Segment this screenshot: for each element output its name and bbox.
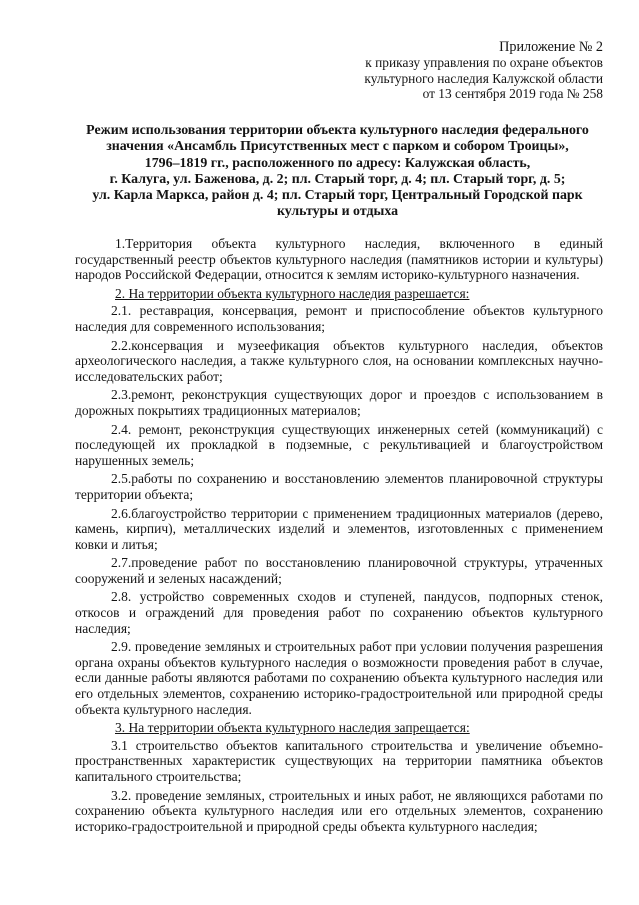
section-3-heading: 3. На территории объекта культурного наследия запрещается: <box>115 720 470 736</box>
annex-header <box>364 40 603 102</box>
item-2-6: 2.6.благоустройство территории с применением традиционных материалов (дерево, камень, кирпич), металлических изделий и элементов, изготовленных с применением ковки и литья; <box>75 505 603 552</box>
title-line-1: Режим использования территории объекта культурного наследия федерального <box>86 123 589 138</box>
annex-line-1: к приказу управления по охране объектов <box>365 55 603 71</box>
item-2-8: 2.8. устройство современных сходов и ступеней, пандусов, подпорных стенок, откосов и ограждений для проведения работ по сохранению объектов культурного наследия; <box>75 589 603 636</box>
section-2-heading: 2. На территории объекта культурного наследия разрешается: <box>115 285 470 301</box>
annex-title: Приложение № 2 <box>499 39 603 55</box>
item-2-2: 2.2.консервация и музеефикация объектов культурного наследия, объектов археологического наследия, а также культурного слоя, на основании комплексных научно-исследовательских работ; <box>75 337 603 384</box>
document-body <box>75 236 603 837</box>
title-line-5: ул. Карла Маркса, район д. 4; пл. Старый торг, Центральный Городской парк <box>92 188 583 204</box>
document-title <box>64 123 611 221</box>
item-2-5: 2.5.работы по сохранению и восстановлению элементов планировочной структуры территории объекта; <box>75 471 603 502</box>
paragraph-1: 1.Территория объекта культурного наследия, включенного в единый государственный реестр объектов культурного наследия (памятников истории и культуры) народов Российской Федерации, относится к землям историко-культурного назначения. <box>75 236 603 283</box>
title-line-3: 1796–1819 гг., расположенного по адресу: Калужская область, <box>144 155 531 171</box>
annex-line-3: от 13 сентября 2019 года № 258 <box>422 86 603 102</box>
title-line-2: значения «Ансамбль Присутственных мест с парком и собором Троицы», <box>106 139 569 155</box>
annex-line-2: культурного наследия Калужской области <box>364 70 603 86</box>
item-2-7: 2.7.проведение работ по восстановлению планировочной структуры, утраченных сооружений и зеленых насаждений; <box>75 555 603 586</box>
title-line-4: г. Калуга, ул. Баженова, д. 2; пл. Старый торг, д. 4; пл. Старый торг, д. 5; <box>109 171 566 187</box>
item-2-3: 2.3.ремонт, реконструкция существующих дорог и проездов с использованием в дорожных покрытиях традиционных материалов; <box>75 387 603 418</box>
title-line-6: культуры и отдыха <box>276 204 399 220</box>
item-2-9: 2.9. проведение земляных и строительных работ при условии получения разрешения органа охраны объектов культурного наследия о возможности проведения работ в случае, если данные работы являются работами по сохранению объекта культурного наследия или его отдельных элементов, сохранению историко-градостроительной или природной среды объекта культурного наследия. <box>75 639 603 717</box>
item-3-2: 3.2. проведение земляных, строительных и иных работ, не являющихся работами по сохранению объекта культурного наследия или его отдельных элементов, сохранению историко-градостроительной и природной среды объекта культурного наследия; <box>75 787 603 834</box>
item-2-4: 2.4. ремонт, реконструкция существующих инженерных сетей (коммуникаций) с последующей их прокладкой в подземные, с рекультивацией и благоустройством нарушенных земель; <box>75 421 603 468</box>
item-2-1: 2.1. реставрация, консервация, ремонт и приспособление объектов культурного наследия для современного использования; <box>75 303 603 334</box>
item-3-1: 3.1 строительство объектов капитального строительства и увеличение объемно-пространственных характеристик существующих на территории памятника объектов капитального строительства; <box>75 737 603 784</box>
